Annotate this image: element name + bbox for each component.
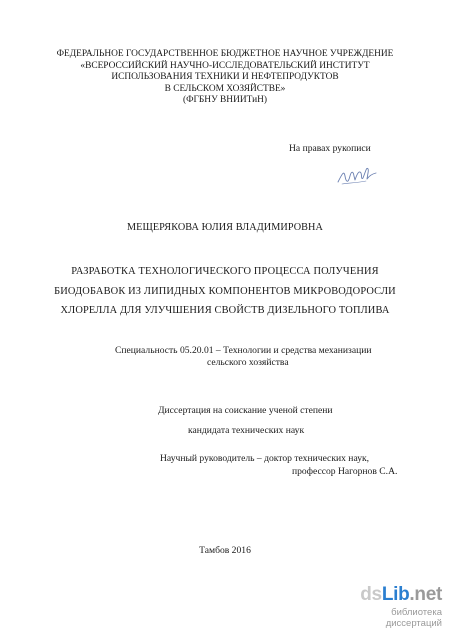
degree-line-2: кандидата технических наук <box>188 425 305 436</box>
institution-line-3: ИСПОЛЬЗОВАНИЯ ТЕХНИКИ И НЕФТЕПРОДУКТОВ <box>111 72 339 82</box>
logo-part-net: .net <box>409 584 442 605</box>
degree-line-1: Диссертация на соискание ученой степени <box>158 405 333 416</box>
specialty-line-2: сельского хозяйства <box>207 357 289 368</box>
institution-line-5: (ФГБНУ ВНИИТиН) <box>182 95 268 105</box>
institution-line-4: В СЕЛЬСКОМ ХОЗЯЙСТВЕ» <box>164 84 286 94</box>
title-line-3: ХЛОРЕЛЛА ДЛЯ УЛУЧШЕНИЯ СВОЙСТВ ДИЗЕЛЬНОГО ТОПЛИВА <box>60 305 390 316</box>
institution-line-1: ФЕДЕРАЛЬНОЕ ГОСУДАРСТВЕННОЕ БЮДЖЕТНОЕ НАУЧНОЕ УЧРЕЖДЕНИЕ <box>56 49 394 59</box>
watermark-subtitle: библиотека диссертаций <box>385 607 442 629</box>
author-name: МЕЩЕРЯКОВА ЮЛИЯ ВЛАДИМИРОВНА <box>127 222 323 233</box>
title-line-1: РАЗРАБОТКА ТЕХНОЛОГИЧЕСКОГО ПРОЦЕССА ПОЛУЧЕНИЯ <box>71 266 379 277</box>
title-line-2: БИОДОБАВОК ИЗ ЛИПИДНЫХ КОМПОНЕНТОВ МИКРОВОДОРОСЛИ <box>54 286 396 297</box>
specialty-line-1: Специальность 05.20.01 – Технологии и средства механизации <box>115 345 372 356</box>
institution-line-2: «ВСЕРОССИЙСКИЙ НАУЧНО-ИССЛЕДОВАТЕЛЬСКИЙ ИНСТИТУТ <box>80 61 370 71</box>
city-year: Тамбов 2016 <box>199 545 251 556</box>
dslib-logo <box>334 585 442 605</box>
manuscript-note: На правах рукописи <box>289 143 371 154</box>
supervisor-line-2: профессор Нагорнов С.А. <box>292 466 398 477</box>
logo-part-lib: Lib <box>381 584 410 605</box>
dslib-watermark <box>334 585 442 629</box>
signature-image <box>336 164 378 190</box>
logo-part-ds: ds <box>360 584 382 605</box>
supervisor-line-1: Научный руководитель – доктор технических наук, <box>160 453 370 464</box>
